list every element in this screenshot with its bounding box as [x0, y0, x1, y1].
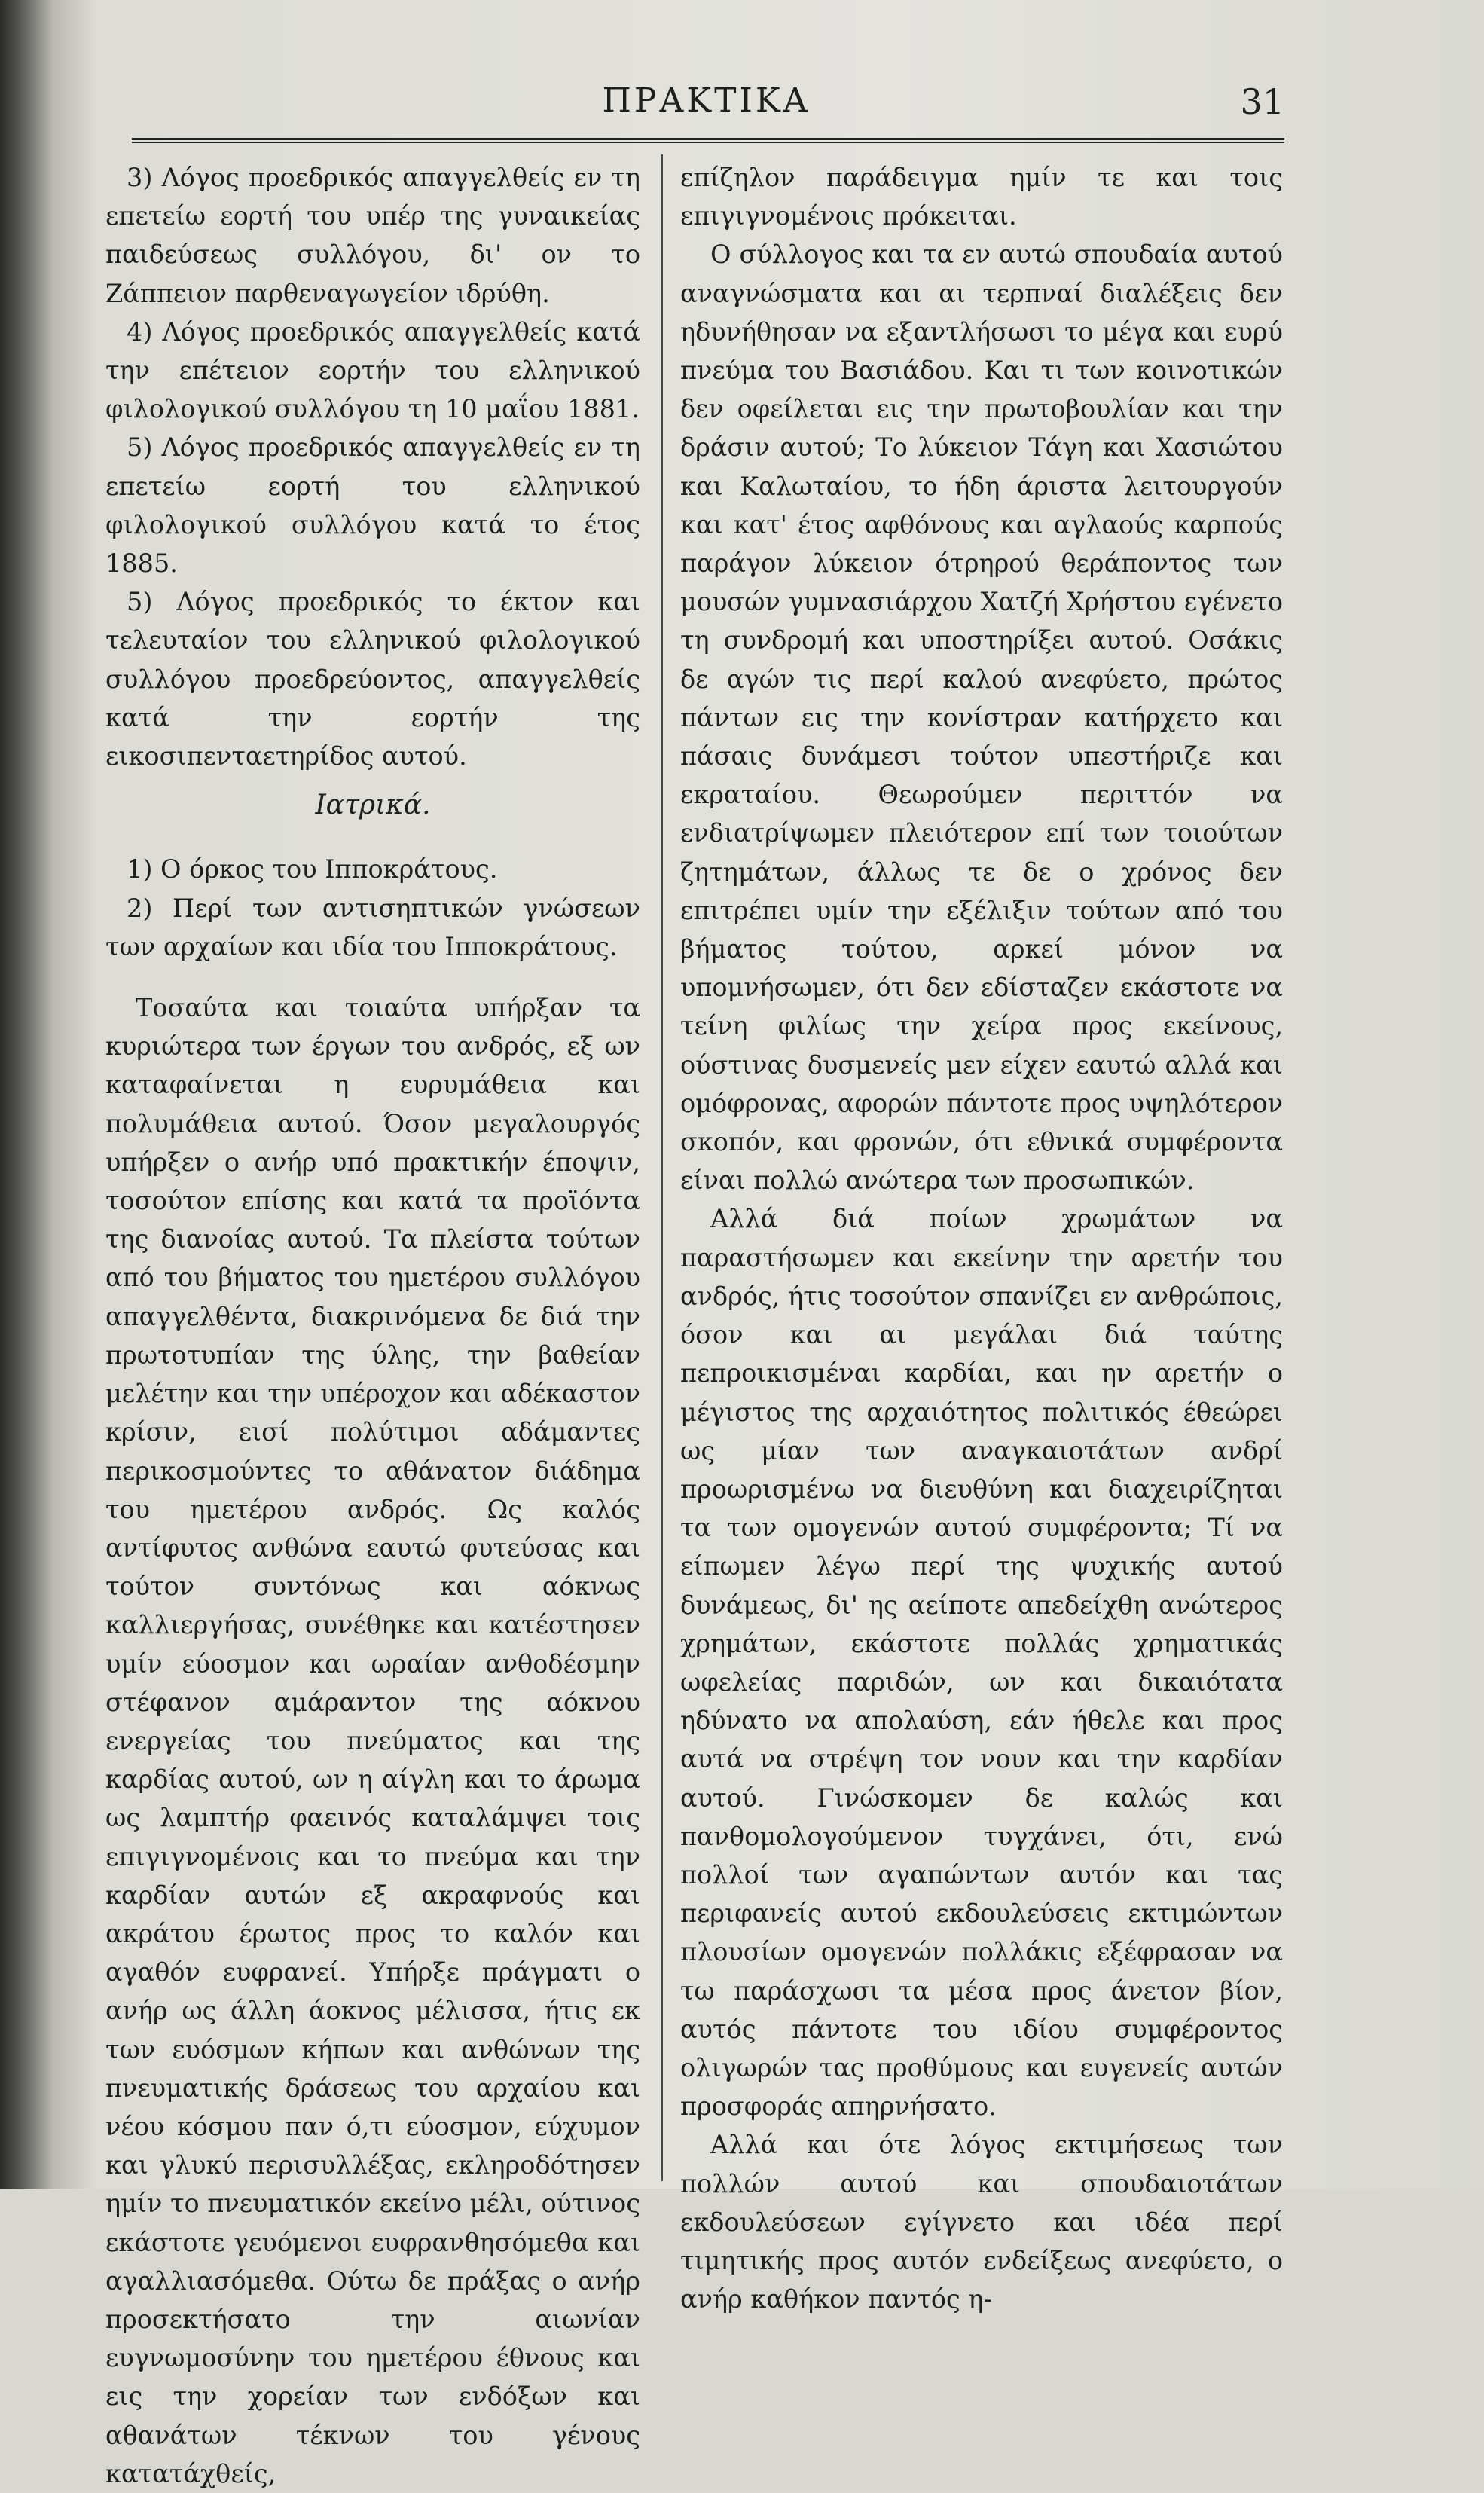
body-paragraph: Τοσαύτα και τοιαύτα υπήρξαν τα κυριώτερα των έργων του ανδρός, εξ ων καταφαίνεται η ευρυμάθεια και πολυμάθεια αυτού. Όσον μεγαλουργός υπήρξεν ο ανήρ υπό πρακτικήν έποψιν, τοσούτον επίσης και κατά τα προϊόντα της διανοίας αυτού. Τα πλείστα τούτων από του βήματος του ημετέρου συλλόγου απαγγελθέντα, διακρινόμενα δε διά την πρωτοτυπίαν της ύλης, την βαθείαν μελέτην και την υπέροχον και αδέκαστον κρίσιν, εισί πολύτιμοι αδάμαντες περικοσμούντες το αθάνατον διάδημα του ημετέρου ανδρός. Ως καλός αντίφυτος ανθώνα εαυτώ φυτεύσας και τούτον συντόνως και αόκνως καλλιεργήσας, συνέθηκε και κατέστησεν υμίν εύοσμον και ωραίαν ανθοδέσμην στέφανον αμάραντον της αόκνου ενεργείας του πνεύματος και της καρδίας αυτού, ων η αίγλη και το άρωμα ως λαμπτήρ φαεινός καταλάμψει τοις επιγιγνομένοις και το πνεύμα και την καρδίαν αυτών εξ ακραφνούς και ακράτου έρωτος προς το καλόν και αγαθόν ευφρανεί. Υπήρξε πράγματι ο ανήρ ως άλλη άοκνος μέλισσα, ήτις εκ των ευόσμων κήπων και ανθώνων της πνευματικής δράσεως του αρχαίου και νέου κόσμου παν ό,τι εύοσμον, εύχυμον και γλυκύ περισυλλέξας, εκληροδότησεν ημίν το πνευματικόν εκείνο μέλι, ούτινος εκάστοτε γευόμενοι ευφρανθησόμεθα και αγαλλιασόμεθα. Ούτω δε πράξας ο ανήρ προσεκτήσατο την αιωνίαν ευγνωμοσύνην του ημετέρου έθνους και εις την χορείαν των ενδόξων και αθανάτων τέκνων του γένους κατατάχθείς, [105, 993, 640, 2488]
list-item: 5) Λόγος προεδρικός απαγγελθείς εν τη επετείω εορτή του ελληνικού φιλολογικού συλλόγου κατά το έτος 1885. [105, 432, 640, 579]
body-paragraph: επίζηλον παράδειγμα ημίν τε και τοις επιγιγνομένοις πρόκειται. [680, 163, 1283, 231]
list-item: 3) Λόγος προεδρικός απαγγελθείς εν τη επετείω εορτή του υπέρ της γυναικείας παιδεύσεως συλλόγου, δι' ον το Ζάππειον παρθεναγωγείον ιδρύθη. [105, 163, 640, 308]
list-item: 2) Περί των αντισηπτικών γνώσεων των αρχαίων και ιδία του Ιπποκράτους. [105, 893, 640, 961]
column-divider [661, 154, 663, 2181]
body-paragraph: Αλλά διά ποίων χρωμάτων να παραστήσωμεν και εκείνην την αρετήν του ανδρός, ήτις τοσούτον σπανίζει εν ανθρώποις, όσον και αι μεγάλαι διά ταύτης πεπροικισμέναι καρδίαι, και ην αρετήν ο μέγιστος της αρχαιότητος πολιτικός έθεώρει ως μίαν των αναγκαιοτάτων ανδρί προωρισμένω να διευθύνη και διαχειρίζηται τα των ομογενών αυτού συμφέροντα; Τί να είπωμεν λέγω περί της ψυχικής αυτού δυνάμεως, δι' ης αείποτε απεδείχθη ανώτερος χρημάτων, εκάστοτε πολλάς χρηματικάς ωφελείας παριδών, ων και δικαιότατα ηδύνατο να απολαύση, εάν ήθελε και προς αυτά να στρέψη τον νουν και την καρδίαν αυτού. Γινώσκομεν δε καλώς και πανθομολογούμενον τυγχάνει, ότι, ενώ πολλοί των αγαπώντων αυτόν και τας περιφανείς αυτού εκδουλεύσεις εκτιμώντων πλουσίων ομογενών πολλάκις εξέφρασαν να τω παράσχωσι τα μέσα προς άνετον βίον, αυτός πάντοτε του ιδίου συμφέροντος ολιγωρών τας προθύμους και ευγενείς αυτών προσφοράς απηρνήσατο. [680, 1204, 1283, 2122]
spacer [105, 966, 640, 988]
page-number: 31 [1240, 81, 1284, 122]
right-column [680, 158, 1283, 2318]
body-paragraph: Ο σύλλογος και τα εν αυτώ σπουδαία αυτού αναγνώσματα και αι τερπναί διαλέξεις δεν ηδυνήθησαν να εξαντλήσωσι το μέγα και ευρύ πνεύμα του Βασιάδου. Και τι των κοινοτικών δεν οφείλεται εις την πρωτοβουλίαν και την δράσιν αυτού; Το λύκειον Τάγη και Χασιώτου και Καλωταίου, το ήδη άριστα λειτουργούν και κατ' έτος αφθόνους και αγλαούς καρπούς παράγον λύκειον ότρηρού θεράποντος των μουσών γυμνασιάρχου Χατζή Χρήστου εγένετο τη συνδρομή και υποστηρίξει αυτού. Οσάκις δε αγών τις περί καλού ανεφύετο, πρώτος πάντων εις την κονίστραν κατήρχετο και πάσαις δυνάμεσι τούτον υπεστήριζε και εκραταίου. Θεωρούμεν περιττόν να ενδιατρίψωμεν πλειότερον επί των τοιούτων ζητημάτων, άλλως τε δε ο χρόνος δεν επιτρέπει υμίν την εξέλιξιν τούτων από του βήματος τούτου, αρκεί μόνον να υπομνήσωμεν, ότι δεν εδίσταζεν εκάστοτε να τείνη φιλίως την χείρα προς εκείνους, ούστινας δυσμενείς μεν είχεν εαυτώ αλλά και ομόφρονας, αφορών πάντοτε προς υψηλότερον σκοπόν, και φρονών, ότι εθνικά συμφέροντα είναι πολλώ ανώτερα των προσωπικών. [680, 240, 1283, 1196]
list-item: 1) Ο όρκος του Ιπποκράτους. [127, 854, 498, 884]
list-item: 5) Λόγος προεδρικός το έκτον και τελευταίον του ελληνικού φιλολογικού συλλόγου προεδρεύοντος, απαγγελθείς κατά την εορτήν της εικοσιπενταετηρίδος αυτού. [105, 587, 640, 771]
list-item: 4) Λόγος προεδρικός απαγγελθείς κατά την επέτειον εορτήν του ελληνικού φιλολογικού συλλόγου τη 10 μαΐου 1881. [105, 316, 640, 424]
header-rule [132, 138, 1284, 143]
page-header [128, 68, 1284, 136]
running-title: ΠΡΑΚΤΙΚΑ [602, 81, 811, 120]
left-column [105, 158, 640, 2493]
section-heading: Ιατρικά. [315, 790, 431, 821]
body-paragraph: Αλλά και ότε λόγος εκτιμήσεως των πολλών αυτού και σπουδαιοτάτων εκδουλεύσεων εγίγνετο και ιδέα περί τιμητικής προς αυτόν ενδείξεως ανεφύετο, ο ανήρ καθήκον παντός η- [680, 2130, 1283, 2314]
